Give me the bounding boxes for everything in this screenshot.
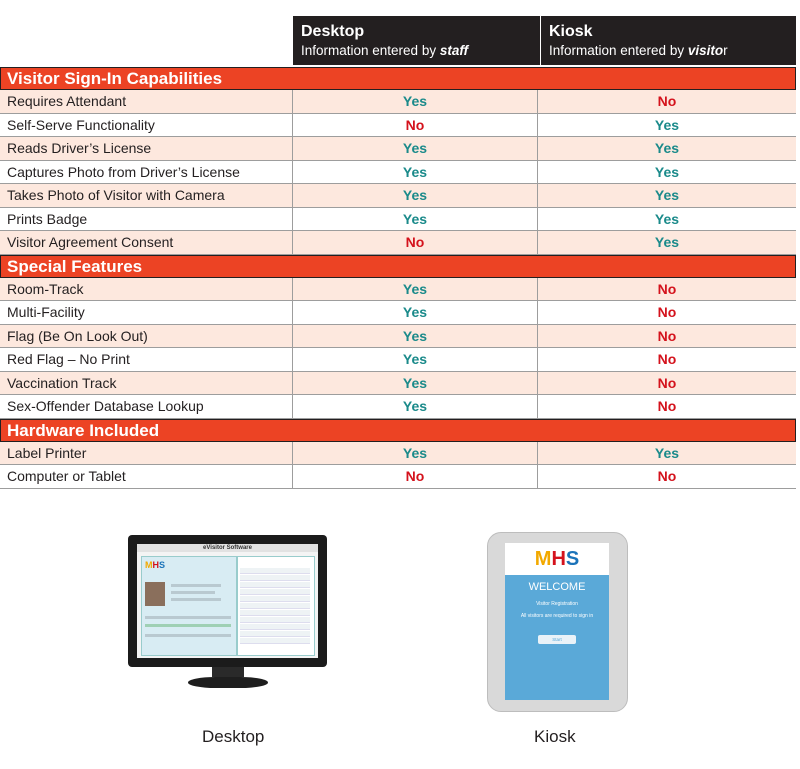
feature-label: Requires Attendant (0, 90, 293, 113)
desktop-value: Yes (293, 395, 538, 418)
table-row (0, 442, 796, 466)
desktop-logo-s: S (159, 560, 166, 570)
header-kiosk-subtitle (549, 43, 796, 59)
desktop-value: Yes (293, 208, 538, 231)
table-row (0, 395, 796, 419)
section-header: Special Features (0, 255, 796, 278)
feature-label: Sex-Offender Database Lookup (0, 395, 293, 418)
desktop-value: Yes (293, 184, 538, 207)
desktop-value: Yes (293, 278, 538, 301)
header-desktop-sub-prefix: Information entered by (301, 43, 440, 58)
kiosk-value: Yes (654, 187, 680, 203)
header-kiosk (540, 16, 796, 65)
desktop-value: Yes (293, 325, 538, 348)
desktop-screen-logo (145, 560, 165, 570)
kiosk-logo-m: M (534, 548, 552, 570)
section-header: Visitor Sign-In Capabilities (0, 67, 796, 90)
table-row (0, 184, 796, 208)
desktop-value: No (293, 231, 538, 254)
header-desktop-title: Desktop (301, 23, 365, 40)
kiosk-value: Yes (654, 444, 680, 461)
desktop-value: Yes (293, 372, 538, 395)
kiosk-value: No (657, 327, 677, 344)
desktop-screen-log-row (240, 631, 310, 637)
desktop-screen-log-row (240, 589, 310, 595)
feature-label: Takes Photo of Visitor with Camera (0, 184, 293, 207)
kiosk-value: No (657, 374, 677, 391)
kiosk-value: No (657, 304, 677, 320)
desktop-monitor-neck (212, 667, 244, 677)
feature-label: Label Printer (0, 442, 293, 465)
desktop-screen-log-row (240, 624, 310, 630)
desktop-screen-registration-panel (141, 556, 237, 656)
desktop-screen-field (171, 584, 221, 587)
feature-label: Reads Driver’s License (0, 137, 293, 160)
comparison-table (0, 67, 796, 489)
header-kiosk-sub-suffix: r (723, 43, 728, 58)
table-row (0, 137, 796, 161)
desktop-screen-visitor-photo (145, 582, 165, 606)
kiosk-value: No (657, 398, 677, 414)
kiosk-value: No (657, 351, 677, 367)
kiosk-screen (505, 543, 609, 700)
table-row (0, 114, 796, 138)
feature-label: Room-Track (0, 278, 293, 301)
kiosk-value: No (657, 280, 677, 297)
desktop-value: No (293, 114, 538, 137)
header-kiosk-sub-emph: visito (687, 43, 724, 58)
table-header (293, 16, 796, 65)
kiosk-value: Yes (654, 116, 680, 133)
kiosk-value: No (657, 468, 677, 484)
desktop-screen-log-row (240, 617, 310, 623)
desktop-logo-h: H (152, 560, 159, 570)
kiosk-welcome: WELCOME (528, 581, 586, 593)
desktop-screen-log-row (240, 596, 310, 602)
kiosk-logo-s: S (565, 548, 580, 570)
table-row (0, 301, 796, 325)
feature-label: Multi-Facility (0, 301, 293, 324)
kiosk-caption: Kiosk (534, 727, 576, 746)
feature-label: Prints Badge (0, 208, 293, 231)
desktop-screen (137, 544, 318, 658)
feature-label: Flag (Be On Look Out) (0, 325, 293, 348)
kiosk-message: All visitors are required to sign in (520, 613, 594, 619)
feature-label: Computer or Tablet (0, 465, 293, 488)
desktop-value: No (293, 465, 538, 488)
feature-label: Vaccination Track (0, 372, 293, 395)
table-row (0, 208, 796, 232)
table-row (0, 372, 796, 396)
feature-label: Visitor Agreement Consent (0, 231, 293, 254)
desktop-screen-field (145, 616, 231, 619)
table-row (0, 161, 796, 185)
header-desktop (293, 16, 538, 65)
section-header: Hardware Included (0, 419, 796, 442)
desktop-screen-field (171, 591, 215, 594)
desktop-value: Yes (293, 301, 538, 324)
kiosk-registration: Visitor Registration (536, 601, 578, 607)
desktop-screen-log-row (240, 638, 310, 644)
desktop-monitor-base (188, 677, 268, 688)
kiosk-value: Yes (654, 163, 680, 180)
desktop-value: Yes (293, 442, 538, 465)
desktop-logo-m: M (145, 560, 153, 570)
kiosk-value: No (657, 93, 677, 109)
desktop-screen-title: eVisitor Software (203, 545, 252, 551)
table-row (0, 231, 796, 255)
desktop-screen-log-row (240, 575, 310, 581)
kiosk-start-button[interactable]: Start (538, 635, 576, 644)
desktop-screen-log-row (240, 610, 310, 616)
kiosk-value: Yes (654, 140, 680, 156)
kiosk-logo-h: H (551, 548, 566, 570)
desktop-caption: Desktop (202, 727, 265, 746)
desktop-value: Yes (293, 90, 538, 113)
table-row (0, 90, 796, 114)
header-desktop-subtitle (301, 43, 538, 59)
desktop-screen-log-row (240, 582, 310, 588)
header-kiosk-sub-prefix: Information entered by (549, 43, 688, 58)
desktop-value: Yes (293, 137, 538, 160)
feature-label: Captures Photo from Driver’s License (0, 161, 293, 184)
table-row (0, 325, 796, 349)
table-row (0, 278, 796, 302)
table-row (0, 348, 796, 372)
table-row (0, 465, 796, 489)
desktop-value: Yes (293, 161, 538, 184)
desktop-screen-log-row (240, 603, 310, 609)
desktop-screen-field (171, 598, 221, 601)
kiosk-value: Yes (654, 210, 680, 227)
header-kiosk-title: Kiosk (549, 23, 593, 40)
feature-label: Self-Serve Functionality (0, 114, 293, 137)
header-desktop-sub-emph: staff (439, 43, 469, 58)
desktop-screen-log-row (240, 568, 310, 574)
kiosk-logo (505, 547, 609, 571)
desktop-screen-field (145, 624, 231, 627)
kiosk-value: Yes (654, 234, 680, 250)
feature-label: Red Flag – No Print (0, 348, 293, 371)
desktop-value: Yes (293, 348, 538, 371)
desktop-screen-field (145, 634, 231, 637)
